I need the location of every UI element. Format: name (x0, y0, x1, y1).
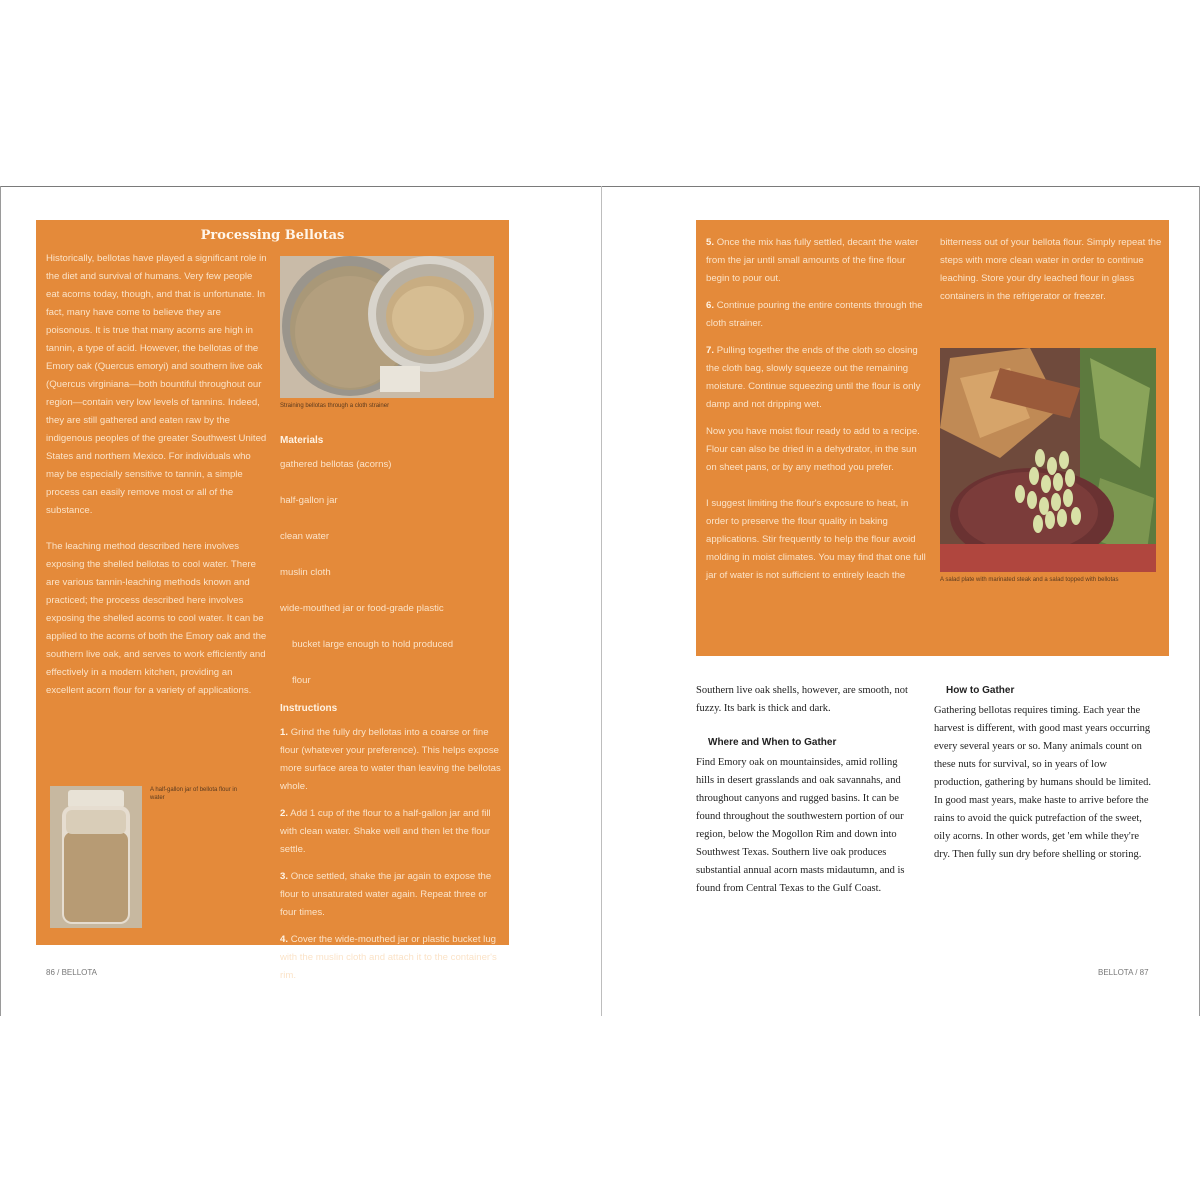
where-when-paragraph: Find Emory oak on mountainsides, amid rolling hills in desert grasslands and oak savannahs, and throughout canyons and rugged basins. It can be found throughout the southwestern portion of our region, below the Mogollon Rim and down into Southwest Texas. Southern live oak produces substantial annual acorn masts midautumn, and is found from Central Texas to the Gulf Coast. (696, 757, 905, 894)
step-text: Cover the wide-mouthed jar or plastic bucket lug with the muslin cloth and attach it to the container's rim. (280, 934, 497, 981)
step-text: Once the mix has fully settled, decant the water from the jar until small amounts of the fine flour begin to pour out. (706, 237, 919, 284)
strainer-photo (280, 256, 494, 398)
sidebar-continuation-column (940, 234, 1162, 306)
how-to-gather-heading: How to Gather (946, 685, 1015, 696)
jar-photo (50, 786, 142, 928)
instruction-step (280, 805, 502, 859)
jar-photo-graphic (50, 786, 142, 928)
step-number: 4. (280, 934, 289, 945)
sidebar-intro-column (46, 250, 268, 718)
step-number: 2. (280, 808, 289, 819)
body-lead-paragraph: Southern live oak shells, however, are smooth, not fuzzy. Its bark is thick and dark. (696, 685, 908, 714)
strainer-photo-caption: Straining bellotas through a cloth strainer (280, 403, 390, 409)
left-edge (0, 186, 1, 1016)
left-page-folio: 86 / BELLOTA (46, 968, 97, 977)
sidebar-paragraph: bitterness out of your bellota flour. Simply repeat the steps with more clean water in order to continue leaching. Store your dry leached flour in glass containers in the refrigerator or freezer. (940, 237, 1162, 302)
step-text: Continue pouring the entire contents through the cloth strainer. (706, 300, 923, 329)
step-text: Add 1 cup of the flour to a half-gallon jar and fill with clean water. Shake well and then let the flour settle. (280, 808, 491, 855)
step-number: 1. (280, 727, 289, 738)
body-left-column (696, 682, 918, 898)
step-text: Pulling together the ends of the cloth so closing the cloth bag, slowly squeeze out the remaining moisture. Continue squeezing until the flour is only damp and not dripping wet. (706, 345, 921, 410)
food-photo-caption: A salad plate with marinated steak and a salad topped with bellotas (940, 577, 1119, 583)
instruction-step (280, 724, 502, 796)
food-photo-graphic (940, 348, 1156, 572)
material-item: half-gallon jar (280, 495, 338, 506)
instructions-heading: Instructions (280, 703, 338, 714)
materials-heading: Materials (280, 435, 324, 446)
strainer-photo-graphic (280, 256, 494, 398)
jar-photo-caption: A half-gallon jar of bellota flour in water (150, 787, 238, 801)
sidebar-paragraph: I suggest limiting the flour's exposure to heat, in order to preserve the flour quality in baking applications. Stir frequently to help the flour avoid molding in moist climates. You may find that one full jar of water is not sufficient to entirely leach the (706, 498, 926, 581)
where-when-heading: Where and When to Gather (708, 737, 837, 748)
how-to-gather-paragraph: Gathering bellotas requires timing. Each year the harvest is different, with good mast years occurring every several years or so. Many animals count on these nuts for survival, so in years of low production, gathering by humans should be limited. In good mast years, make haste to arrive before the rains to avoid the quick putrefaction of the sweet, oily acorns. In other words, get 'em while they're dry. Then fully sun dry before shelling or storing. (934, 705, 1151, 860)
material-item: bucket large enough to hold produced (292, 639, 454, 650)
step-text: Once settled, shake the jar again to expose the flour to unsaturated water again. Repeat three or four times. (280, 871, 492, 918)
material-item: wide-mouthed jar or food-grade plastic (280, 603, 444, 614)
instruction-step (280, 931, 502, 985)
intro-paragraph-2: The leaching method described here involves exposing the shelled bellotas to cool water. There are various tannin-leaching methods known and practiced; the process described here involves exposing the shelled acorns to cool water. It can be applied to the acorns of both the Emory oak and the southern live oak, and serves to work efficiently and effectively in a modern kitchen, providing an excellent acorn flour for a variety of applications. (46, 541, 267, 696)
step-number: 6. (706, 300, 715, 311)
instruction-step (706, 297, 928, 333)
material-item: flour (292, 675, 311, 686)
material-item: clean water (280, 531, 330, 542)
instruction-step (280, 868, 502, 922)
instruction-step (706, 342, 928, 414)
right-sidebar-box (696, 220, 1169, 656)
top-border (0, 186, 1200, 187)
instruction-step (706, 234, 928, 288)
food-photo (940, 348, 1156, 572)
sidebar-steps-column (706, 234, 928, 585)
book-gutter (601, 186, 602, 1016)
step-number: 3. (280, 871, 289, 882)
material-item: gathered bellotas (acorns) (280, 459, 392, 470)
sidebar-paragraph: Now you have moist flour ready to add to a recipe. Flour can also be dried in a dehydrator, in the sun on sheet pans, or by any method you prefer. (706, 426, 920, 473)
body-right-column (934, 682, 1156, 864)
sidebar-title: Processing Bellotas (200, 228, 345, 243)
material-item: muslin cloth (280, 567, 331, 578)
step-number: 7. (706, 345, 715, 356)
intro-paragraph-1: Historically, bellotas have played a significant role in the diet and survival of humans. Very few people eat acorns today, though, and that is unfortunate. In fact, many have come to believe they are poisonous. It is true that many acorns are high in tannin, a type of acid. However, the bellotas of the Emory oak (Quercus emoryi) and southern live oak (Quercus virginiana—both bountiful throughout our region—contain very low levels of tannins. Indeed, they are still gathered and eaten raw by the indigenous peoples of the greater Southwest United States and northern Mexico. For individuals who may be especially sensitive to tannin, a simple process can easily remove most or all of the substance. (46, 253, 267, 516)
right-page-folio: BELLOTA / 87 (1098, 968, 1149, 977)
sidebar-materials-column (280, 432, 502, 985)
step-number: 5. (706, 237, 715, 248)
step-text: Grind the fully dry bellotas into a coarse or fine flour (whatever your preference). This helps expose more surface area to water than leaving the bellotas whole. (280, 727, 501, 792)
